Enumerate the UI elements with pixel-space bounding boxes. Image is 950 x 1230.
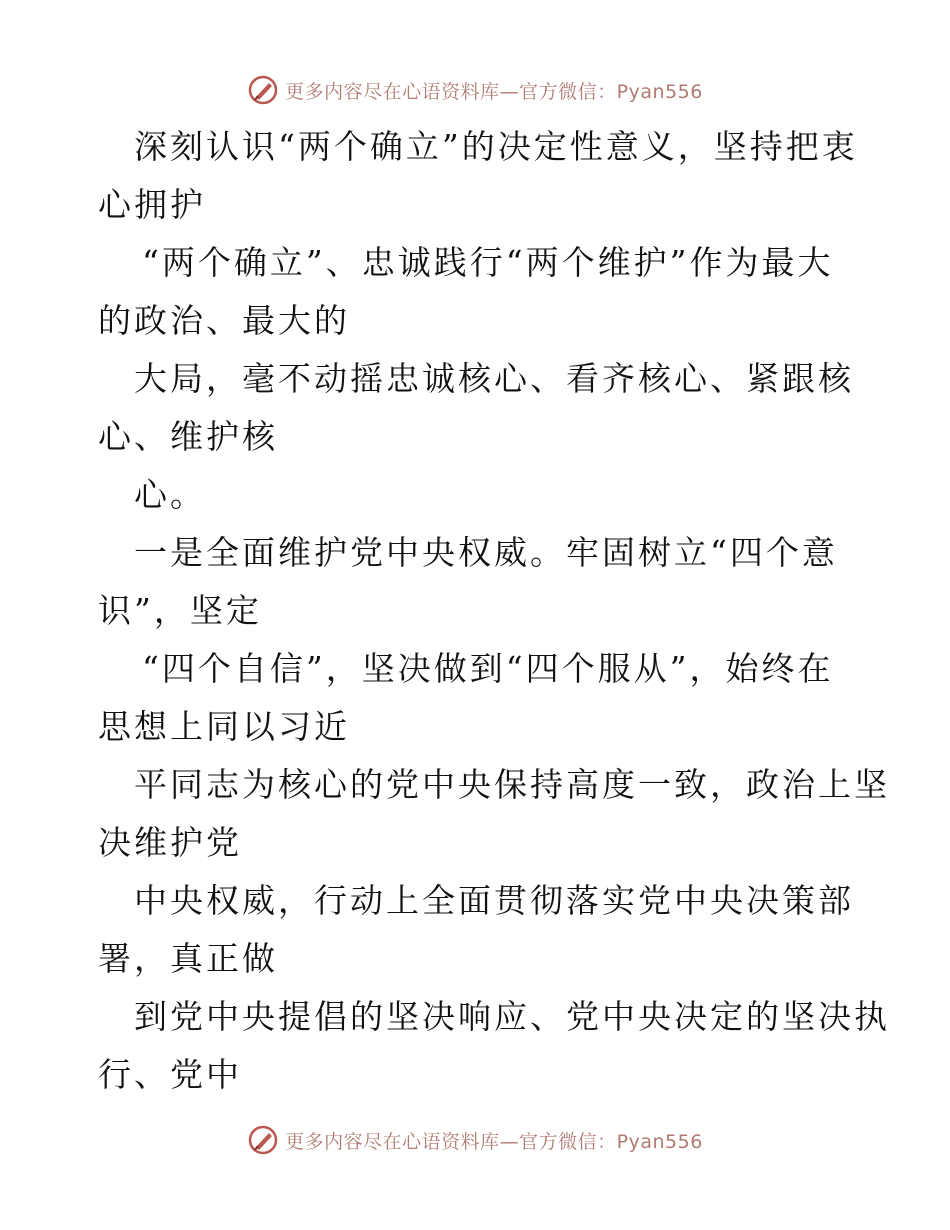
body-line: 思想上同以习近 <box>98 707 350 746</box>
body-line: “四个自信”，坚决做到“四个服从”，始终在 <box>142 649 834 688</box>
header-watermark <box>0 70 950 110</box>
pen-logo-icon <box>247 1124 279 1156</box>
document-body <box>98 118 890 1104</box>
pen-logo-icon <box>247 74 279 106</box>
body-line: 深刻认识“两个确立”的决定性意义，坚持把衷 <box>134 127 858 166</box>
watermark-text: 更多内容尽在心语资料库—官方微信：Pyan556 <box>285 1130 703 1153</box>
body-line: 平同志为核心的党中央保持高度一致，政治上坚 <box>134 765 890 804</box>
body-line: 大局，毫不动摇忠诚核心、看齐核心、紧跟核 <box>134 359 854 398</box>
body-line: 心。 <box>134 475 206 514</box>
watermark-text: 更多内容尽在心语资料库—官方微信：Pyan556 <box>285 80 703 103</box>
body-line: 决维护党 <box>98 823 242 862</box>
body-line: 到党中央提倡的坚决响应、党中央决定的坚决执 <box>134 997 890 1036</box>
body-line: 中央权威，行动上全面贯彻落实党中央决策部 <box>134 881 854 920</box>
body-line: 心拥护 <box>98 185 206 224</box>
body-line: 一是全面维护党中央权威。牢固树立“四个意 <box>134 533 838 572</box>
body-line: 的政治、最大的 <box>98 301 350 340</box>
body-line: 识”，坚定 <box>98 591 262 630</box>
body-line: 心、维护核 <box>98 417 278 456</box>
body-line: 行、党中 <box>98 1055 242 1094</box>
body-line: 署，真正做 <box>98 939 278 978</box>
footer-watermark <box>0 1120 950 1160</box>
body-line: “两个确立”、忠诚践行“两个维护”作为最大 <box>142 243 834 282</box>
